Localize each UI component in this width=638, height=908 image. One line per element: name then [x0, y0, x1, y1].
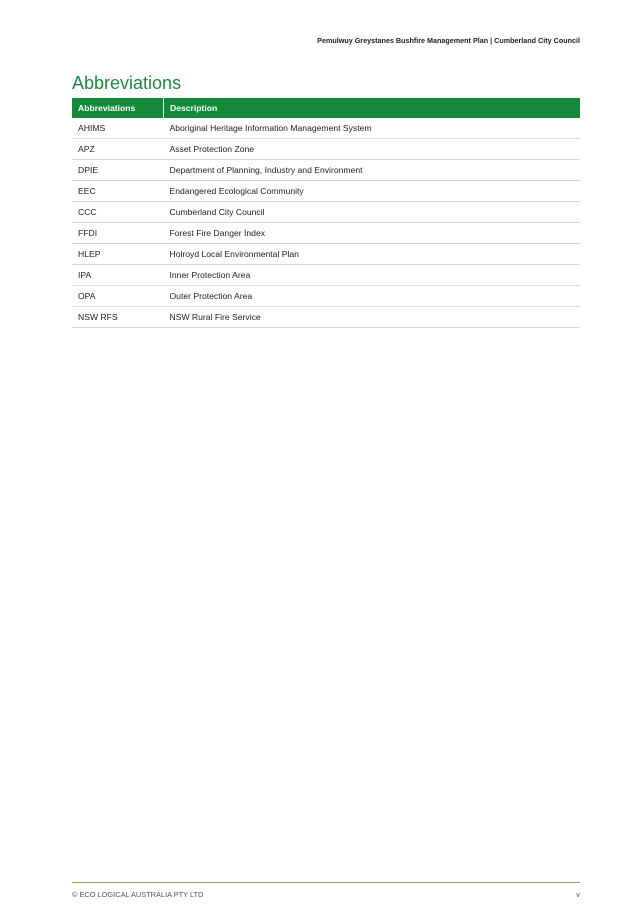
page-title: Abbreviations — [72, 73, 182, 93]
description-cell: Forest Fire Danger Index — [164, 223, 581, 244]
description-cell: Cumberland City Council — [164, 202, 581, 223]
description-cell: Asset Protection Zone — [164, 139, 581, 160]
abbreviation-cell: AHIMS — [72, 118, 164, 139]
table-header-row — [72, 98, 580, 118]
abbreviation-cell: CCC — [72, 202, 164, 223]
table-row — [72, 139, 580, 160]
abbreviation-cell: OPA — [72, 286, 164, 307]
description-cell: Outer Protection Area — [164, 286, 581, 307]
table-row — [72, 307, 580, 328]
description-cell: Inner Protection Area — [164, 265, 581, 286]
table-row — [72, 160, 580, 181]
description-cell: Department of Planning, Industry and Environment — [164, 160, 581, 181]
page-number: v — [576, 890, 580, 899]
description-cell: Aboriginal Heritage Information Management System — [164, 118, 581, 139]
footer-copyright: © ECO LOGICAL AUSTRALIA PTY LTD — [72, 890, 204, 899]
abbreviation-cell: DPIE — [72, 160, 164, 181]
abbreviation-cell: HLEP — [72, 244, 164, 265]
description-cell: Holroyd Local Environmental Plan — [164, 244, 581, 265]
table-row — [72, 286, 580, 307]
table-row — [72, 223, 580, 244]
column-header-abbreviations: Abbreviations — [72, 98, 164, 118]
abbreviations-table — [72, 98, 580, 328]
abbreviation-cell: EEC — [72, 181, 164, 202]
running-header: Pemulwuy Greystanes Bushfire Management Plan | Cumberland City Council — [317, 36, 580, 45]
table-row — [72, 202, 580, 223]
abbreviation-cell: FFDI — [72, 223, 164, 244]
abbreviation-cell: NSW RFS — [72, 307, 164, 328]
footer-divider — [72, 882, 580, 883]
description-cell: NSW Rural Fire Service — [164, 307, 581, 328]
description-cell: Endangered Ecological Community — [164, 181, 581, 202]
column-header-description: Description — [170, 103, 218, 113]
table-row — [72, 244, 580, 265]
abbreviation-cell: APZ — [72, 139, 164, 160]
table-row — [72, 118, 580, 139]
abbreviation-cell: IPA — [72, 265, 164, 286]
table-row — [72, 265, 580, 286]
table-row — [72, 181, 580, 202]
